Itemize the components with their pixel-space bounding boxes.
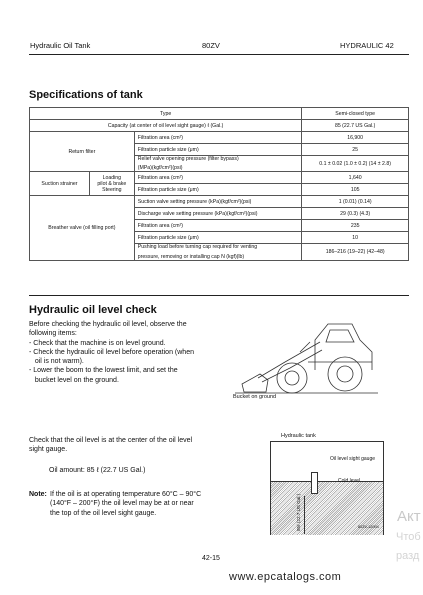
- header-model: 80ZV: [202, 41, 220, 50]
- table-row: [30, 120, 409, 132]
- watermark-side-3: разд: [396, 550, 420, 562]
- table-cell: Filtration particle size (μm): [134, 144, 302, 156]
- return-filter-label: Return filter: [30, 132, 135, 172]
- check-text: [29, 436, 229, 455]
- header-section-title: Hydraulic Oil Tank: [30, 41, 91, 50]
- bullet-item: - Check that the machine is on level ground.: [29, 339, 166, 347]
- level-dimension-line: [304, 496, 305, 534]
- table-cell: 10: [302, 232, 409, 244]
- cell-line: Loading: [102, 174, 122, 181]
- table-cell: 105: [302, 184, 409, 196]
- text-line: Check that the oil level is at the center of the oil level: [29, 437, 193, 444]
- loader-caption: Bucket on ground: [233, 394, 277, 400]
- table-cell: [134, 244, 302, 261]
- specs-table: [29, 107, 409, 261]
- table-cell: Filtration area (cm²): [134, 220, 302, 232]
- table-cell: Suction valve setting pressure (kPa)(kgf/cm²)(psi): [134, 196, 302, 208]
- note-label: Note:: [29, 491, 47, 498]
- cell-line: (MPa)(kgf/cm²)(psi): [137, 165, 183, 171]
- text-line: (140°F – 200°F) the oil level may be at or near: [50, 500, 194, 508]
- suction-strainer-label: Suction strainer: [30, 172, 90, 196]
- bullet-item-cont: bucket level on the ground.: [29, 376, 119, 384]
- wheel-loader-illustration: [230, 312, 380, 402]
- table-cell: 186–216 (19–22) (42–48): [302, 244, 409, 261]
- table-cell: 29 (0.3) (4.3): [302, 208, 409, 220]
- watermark-url: www.epcatalogs.com: [229, 571, 342, 583]
- cell-line: pressure, removing or installing cap N (kgf)(lb): [137, 254, 245, 260]
- level-check-intro: [29, 320, 219, 385]
- cell-line: pilot & brake: [97, 180, 127, 187]
- table-cell: Filtration area (cm²): [134, 132, 302, 144]
- text-line: Before checking the hydraulic oil level, observe the: [29, 321, 187, 328]
- table-cell: Filtration particle size (μm): [134, 184, 302, 196]
- table-row: [30, 196, 409, 208]
- bullet-item: - Check the hydraulic oil level before operation (when: [29, 348, 194, 356]
- cell-line: Steering: [102, 186, 122, 193]
- text-line: If the oil is at operating temperature 60°C – 90°C: [50, 491, 202, 498]
- level-check-title: Hydraulic oil level check: [29, 304, 157, 316]
- watermark-side-1: Акт: [397, 508, 421, 525]
- table-row: [30, 132, 409, 144]
- oil-amount: Oil amount: 85 ℓ (22.7 US Gal.): [49, 467, 146, 474]
- text-line: following items:: [29, 330, 77, 338]
- tank-figure-title: Hydraulic tank: [281, 433, 316, 439]
- table-row: [30, 108, 409, 120]
- table-cell: Discharge valve setting pressure (kPa)(kgf/cm²)(psi): [134, 208, 302, 220]
- table-cell: 235: [302, 220, 409, 232]
- table-header-value: Semi-closed type: [302, 108, 409, 120]
- cell-line: Relief valve opening pressure (filter bypass): [137, 156, 239, 162]
- section-rule: [29, 295, 409, 296]
- specs-title: Specifications of tank: [29, 89, 143, 101]
- capacity-label: Capacity (at center of oil level sight gauge) ℓ (Gal.): [30, 120, 302, 132]
- table-cell: Filtration area (cm²): [134, 172, 302, 184]
- table-cell: 16,900: [302, 132, 409, 144]
- table-cell: 0.1 ± 0.02 (1.0 ± 0.2) (14 ± 2.8): [302, 156, 409, 172]
- figure-code: 80ZV-12004: [358, 525, 379, 529]
- suction-strainer-sub: [89, 172, 134, 196]
- note-text: [50, 490, 230, 518]
- sight-gauge-label: Oil level sight gauge: [330, 456, 376, 462]
- text-line: sight gauge.: [29, 446, 68, 454]
- text-line: the top of the oil level sight gauge.: [50, 509, 157, 517]
- table-cell: 1 (0.01) (0.14): [302, 196, 409, 208]
- table-cell: Filtration particle size (μm): [134, 232, 302, 244]
- cell-line: Pushing load before turning cap required for venting: [137, 244, 258, 250]
- table-cell: 1,640: [302, 172, 409, 184]
- capacity-value: 85 (22.7 US Gal.): [302, 120, 409, 132]
- cold-level-label: Cold level: [338, 478, 360, 484]
- page-number: 42-15: [202, 555, 220, 562]
- header-chapter: HYDRAULIC 42: [340, 41, 394, 50]
- table-header-type: Type: [30, 108, 302, 120]
- bullet-item-cont: oil is not warm).: [29, 358, 84, 366]
- header-rule: [29, 54, 409, 55]
- bullet-item: - Lower the boom to the lowest limit, and set the: [29, 367, 178, 375]
- watermark-side-2: Чтоб: [396, 531, 421, 543]
- sight-gauge-icon: [311, 472, 318, 494]
- dimension-label: 85ℓ (22.7 US Gal.): [296, 493, 301, 531]
- table-cell: [134, 156, 302, 172]
- table-row: [30, 172, 409, 184]
- breather-label: Breather valve (oil filling port): [30, 196, 135, 261]
- table-cell: 25: [302, 144, 409, 156]
